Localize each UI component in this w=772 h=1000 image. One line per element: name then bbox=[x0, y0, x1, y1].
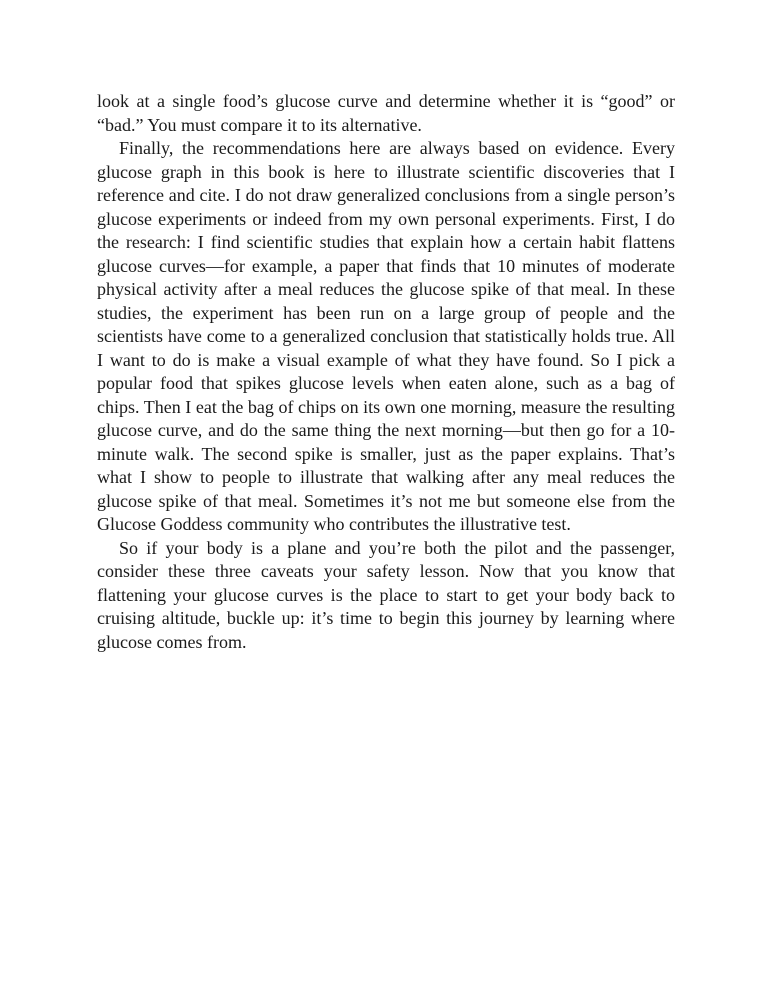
paragraph-continuation: look at a single food’s glucose curve and determine whether it is “good” or “bad.” You must compare it to its alternative. bbox=[97, 91, 675, 135]
paragraph-evidence: Finally, the recommendations here are always based on evidence. Every glucose graph in this book is here to illustrate scientific discoveries that I reference and cite. I do not draw generalized conclusions from a single person’s glucose experiments or indeed from my own personal experiments. First, I do the research: I find scientific studies that explain how a certain habit flattens glucose curves—for example, a paper that finds that 10 minutes of moderate physical activity after a meal reduces the glucose spike of that meal. In these studies, the experiment has been run on a large group of people and the scientists have come to a generalized conclusion that statistically holds true. All I want to do is make a visual example of what they have found. So I pick a popular food that spikes glucose levels when eaten alone, such as a bag of chips. Then I eat the bag of chips on its own one morning, measure the resulting glucose curve, and do the same thing the next morning—but then go for a 10-minute walk. The second spike is smaller, just as the paper explains. That’s what I show to people to illustrate that walking after any meal reduces the glucose spike of that meal. Sometimes it’s not me but someone else from the Glucose Goddess community who contributes the illustrative test. bbox=[97, 138, 675, 534]
paragraph-conclusion: So if your body is a plane and you’re both the pilot and the passenger, consider these three caveats your safety lesson. Now that you know that flattening your glucose curves is the place to start to get your body back to cruising altitude, buckle up: it’s time to begin this journey by learning where glucose comes from. bbox=[97, 537, 675, 652]
page-body bbox=[97, 90, 675, 654]
